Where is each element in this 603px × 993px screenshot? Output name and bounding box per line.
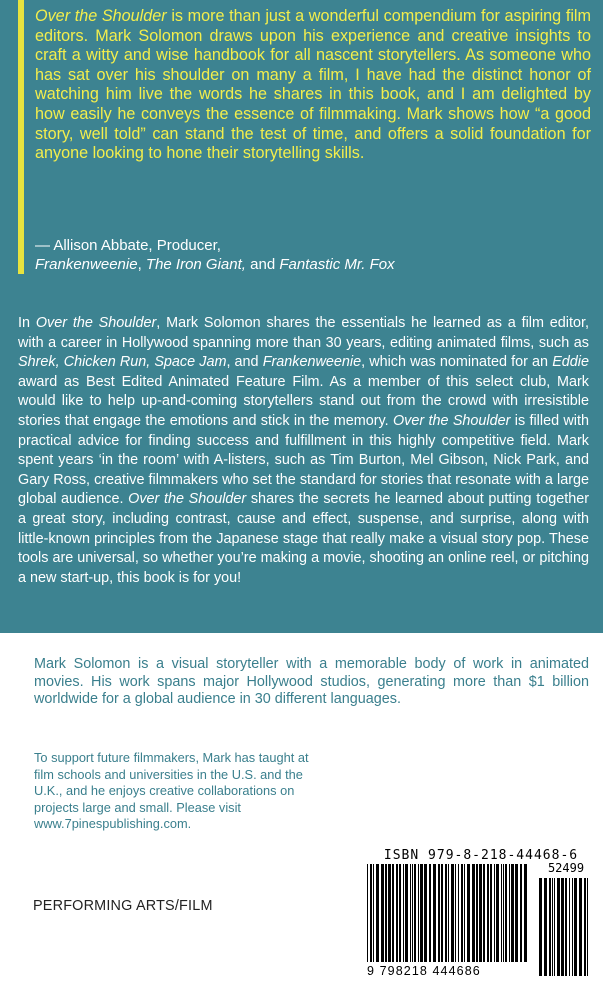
attribution-film-2: The Iron Giant, <box>145 256 246 273</box>
barcode-bar <box>524 864 527 962</box>
barcode-bar <box>385 864 387 962</box>
barcode-bar <box>414 864 416 962</box>
barcode-bar <box>464 864 465 962</box>
barcode-bar <box>405 864 408 962</box>
quote-attribution <box>35 236 591 274</box>
barcode-bar <box>410 864 411 962</box>
description-text: is filled with practical advice for finding success and fulfillment in this highly competitive field. Mark spent years ‘in the room’ with A-listers, such as Tim Burton, Mel Gibson, Nick Park, and Gary Ross, creative filmmakers who set the standard for stories that resonate with a large global audience. <box>18 412 589 508</box>
barcode-bar <box>418 864 419 962</box>
barcode-bar <box>445 864 447 962</box>
attribution-separator-2: and <box>245 256 280 273</box>
endorsement-quote <box>35 7 591 164</box>
barcode-bar <box>557 878 560 976</box>
description-title: Eddie <box>552 354 589 371</box>
ean-barcode-bars <box>365 864 525 962</box>
barcode-bar <box>392 864 394 962</box>
author-bio: Mark Solomon is a visual storyteller with a memorable body of work in animated movies. His work spans major Hollywood studios, generating more than $1 billion worldwide for a global audience in 30 different languages. <box>34 656 589 707</box>
barcode-bar <box>455 864 456 962</box>
barcode-bar <box>458 864 459 962</box>
barcode-bar <box>509 864 510 962</box>
description-title: Over the Shoulder <box>35 315 157 331</box>
barcode-bar <box>587 878 588 976</box>
attribution-film-3: Fantastic Mr. Fox <box>279 256 395 273</box>
barcode-bar <box>399 864 401 962</box>
description-title: Over the Shoulder <box>128 491 247 508</box>
attribution-name: — Allison Abbate, Producer, <box>35 237 221 254</box>
barcode-bar <box>549 878 551 976</box>
book-description <box>18 314 589 588</box>
barcode-bar <box>424 864 427 962</box>
ean-digits: 9 798218 444686 <box>367 964 481 978</box>
barcode-bar <box>376 864 379 962</box>
barcode-bar <box>461 864 463 962</box>
description-text: In <box>18 315 36 331</box>
barcode-bar <box>511 864 514 962</box>
quote-text: is more than just a wonderful compendium for aspiring film editors. Mark Solomon draws upon his experience and creative insights to craft a witty and wise handbook for all nascent storytellers. As someone who has sat over his shoulder on many a film, I have had the distinct honor of watching him live the words he shares in this book, and I am delighted by how easily he conveys the essence of filmmaking. Mark shows how “a good story, well told” can stand the test of time, and offers a solid foundation for anyone looking to hone their storytelling skills. <box>35 7 592 163</box>
price-code-bars <box>537 878 593 976</box>
barcode-bar <box>476 864 478 962</box>
barcode-bar <box>565 878 567 976</box>
barcode-bar <box>448 864 449 962</box>
attribution-film-1: Frankenweenie <box>35 256 138 273</box>
isbn-number: ISBN 979-8-218-44468-6 <box>383 848 579 863</box>
barcode-bar <box>503 864 504 962</box>
description-text: award as Best Edited Animated Feature Film. As a member of this select club, Mark would like to help up-and-coming storytellers stand out from the crowd with irresistible stories that engage the emotions and stick in the memory. <box>18 373 589 429</box>
barcode-bar <box>403 864 404 962</box>
description-text: , and <box>226 354 263 371</box>
barcode-bar <box>579 878 582 976</box>
barcode-bar <box>496 864 499 962</box>
barcode-bar <box>381 864 384 962</box>
description-text: , which was nominated for an <box>361 354 553 371</box>
quote-book-title: Over the Shoulder <box>35 7 167 25</box>
quote-accent-bar <box>18 0 24 274</box>
barcode-bar <box>438 864 440 962</box>
barcode-bar <box>569 878 570 976</box>
barcode-bar <box>515 864 518 962</box>
barcode-bar <box>441 864 443 962</box>
barcode-bar <box>472 864 475 962</box>
description-title: Frankenweenie <box>262 354 362 371</box>
barcode-bar <box>487 864 489 962</box>
barcode-bar <box>520 864 522 962</box>
isbn-barcode <box>365 846 593 986</box>
barcode-bar <box>396 864 398 962</box>
barcode-bar <box>483 864 485 962</box>
barcode-bar <box>451 864 454 962</box>
barcode-bar <box>420 864 423 962</box>
barcode-bar <box>505 864 507 962</box>
category-label: PERFORMING ARTS/FILM <box>33 898 213 914</box>
barcode-bar <box>572 878 573 976</box>
description-title: Shrek, Chicken Run, Space Jam <box>18 354 227 371</box>
barcode-bar <box>494 864 495 962</box>
description-text: , Mark Solomon shares the essentials he learned as a film editor, with a career in Hollywood spanning more than 30 years, editing animated films, such as <box>18 315 590 351</box>
barcode-bar <box>370 864 372 962</box>
barcode-bar <box>367 864 368 962</box>
barcode-bar <box>539 878 542 976</box>
barcode-bar <box>479 864 482 962</box>
barcode-bar <box>433 864 436 962</box>
barcode-bar <box>574 878 577 976</box>
barcode-bar <box>429 864 431 962</box>
description-text: shares the secrets he learned about putting together a great story, including contrast, cause and effect, suspense, and surprise, along with little-known principles from the Japanese stage that really make a visual story pop. These tools are universal, so whether you’re making a movie, shooting an online reel, or pitching a new start-up, this book is for you! <box>18 491 589 586</box>
barcode-bar <box>501 864 502 962</box>
author-support-note: To support future filmmakers, Mark has taught at film schools and universities in the U.S. and the U.K., and he enjoys creative collaborations on projects large and small. Please visit www.7pinespublishing.com. <box>34 750 309 832</box>
barcode-bar <box>584 878 586 976</box>
barcode-bar <box>373 864 374 962</box>
price-code: 52499 <box>547 861 585 875</box>
barcode-bar <box>561 878 564 976</box>
barcode-bar <box>388 864 391 962</box>
barcode-bar <box>544 878 547 976</box>
description-title: Over the Shoulder <box>392 412 511 429</box>
barcode-bar <box>554 878 555 976</box>
barcode-bar <box>552 878 553 976</box>
barcode-bar <box>490 864 492 962</box>
barcode-bar <box>412 864 413 962</box>
attribution-separator-1: , <box>137 256 146 273</box>
barcode-bar <box>467 864 470 962</box>
